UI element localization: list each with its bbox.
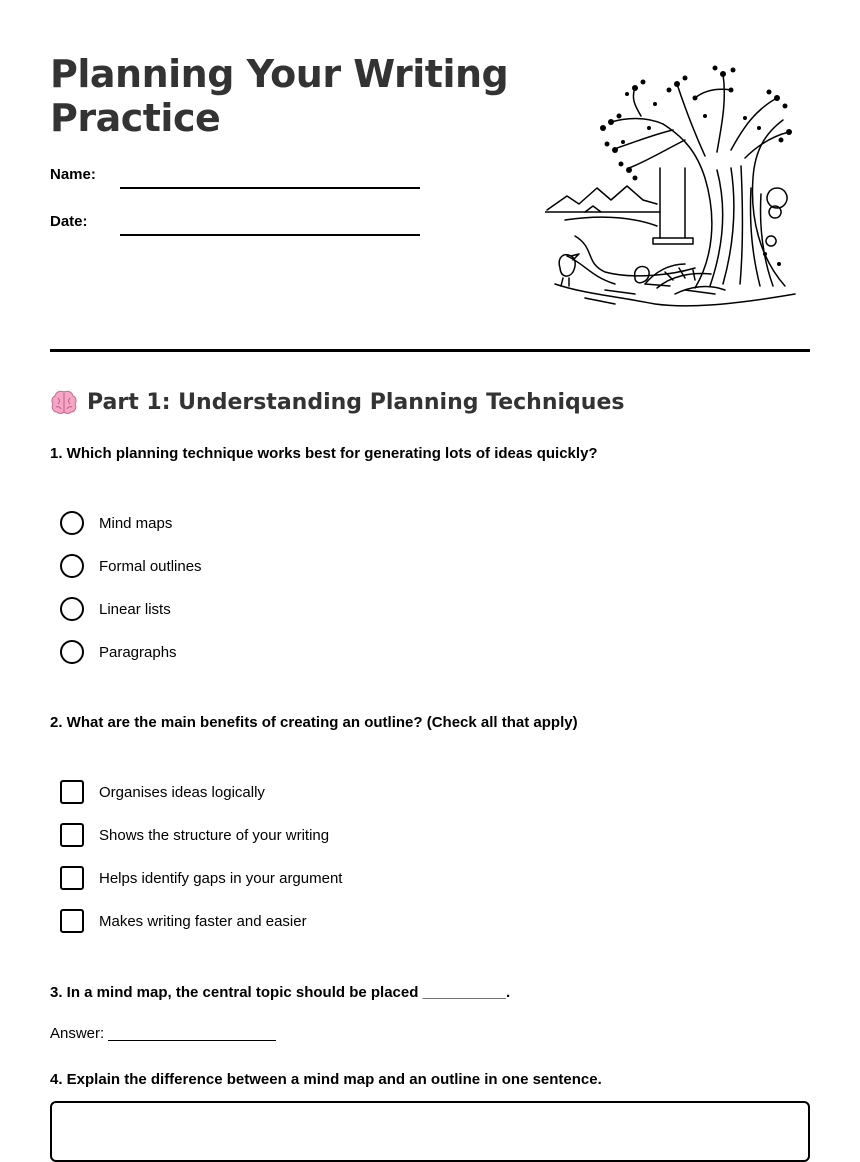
- q1-option-paragraphs[interactable]: [60, 640, 177, 664]
- part1-heading: [50, 388, 624, 416]
- q2-option-faster-writing[interactable]: [60, 909, 307, 933]
- radio-button[interactable]: [60, 554, 84, 578]
- question-2: 2. What are the main benefits of creating an outline? (Check all that apply): [50, 714, 578, 731]
- worksheet-title: Planning Your Writing Practice: [50, 52, 509, 140]
- answer-label: Answer:: [50, 1025, 105, 1042]
- option-label: Mind maps: [99, 514, 173, 532]
- q2-option-organises-ideas[interactable]: [60, 780, 265, 804]
- option-label: Linear lists: [99, 600, 171, 618]
- q2-option-shows-structure[interactable]: [60, 823, 329, 847]
- option-label: Helps identify gaps in your argument: [99, 869, 343, 887]
- answer-textbox[interactable]: [50, 1101, 810, 1162]
- section-divider: [50, 349, 810, 352]
- date-field[interactable]: [120, 234, 420, 236]
- option-label: Paragraphs: [99, 643, 177, 661]
- part1-title: Part 1: Understanding Planning Techniques: [87, 389, 625, 415]
- tree-with-swing-illustration: [545, 58, 800, 320]
- option-label: Organises ideas logically: [99, 783, 265, 801]
- name-label: Name:: [50, 166, 96, 183]
- question-3: 3. In a mind map, the central topic should be placed __________.: [50, 984, 511, 1001]
- checkbox[interactable]: [60, 780, 84, 804]
- radio-button[interactable]: [60, 597, 84, 621]
- option-label: Shows the structure of your writing: [99, 826, 330, 844]
- option-label: Makes writing faster and easier: [99, 912, 307, 930]
- q2-option-identify-gaps[interactable]: [60, 866, 342, 890]
- question-4: 4. Explain the difference between a mind map and an outline in one sentence.: [50, 1071, 602, 1088]
- checkbox[interactable]: [60, 823, 84, 847]
- radio-button[interactable]: [60, 640, 84, 664]
- date-label: Date:: [50, 213, 88, 230]
- checkbox[interactable]: [60, 909, 84, 933]
- question-1: 1. Which planning technique works best for generating lots of ideas quickly?: [50, 445, 598, 462]
- q1-option-linear-lists[interactable]: [60, 597, 171, 621]
- name-field[interactable]: [120, 187, 420, 189]
- q1-option-formal-outlines[interactable]: [60, 554, 202, 578]
- option-label: Formal outlines: [99, 557, 202, 575]
- q1-option-mind-maps[interactable]: [60, 511, 172, 535]
- answer-field[interactable]: [108, 1040, 276, 1041]
- brain-icon: [50, 388, 78, 416]
- checkbox[interactable]: [60, 866, 84, 890]
- radio-button[interactable]: [60, 511, 84, 535]
